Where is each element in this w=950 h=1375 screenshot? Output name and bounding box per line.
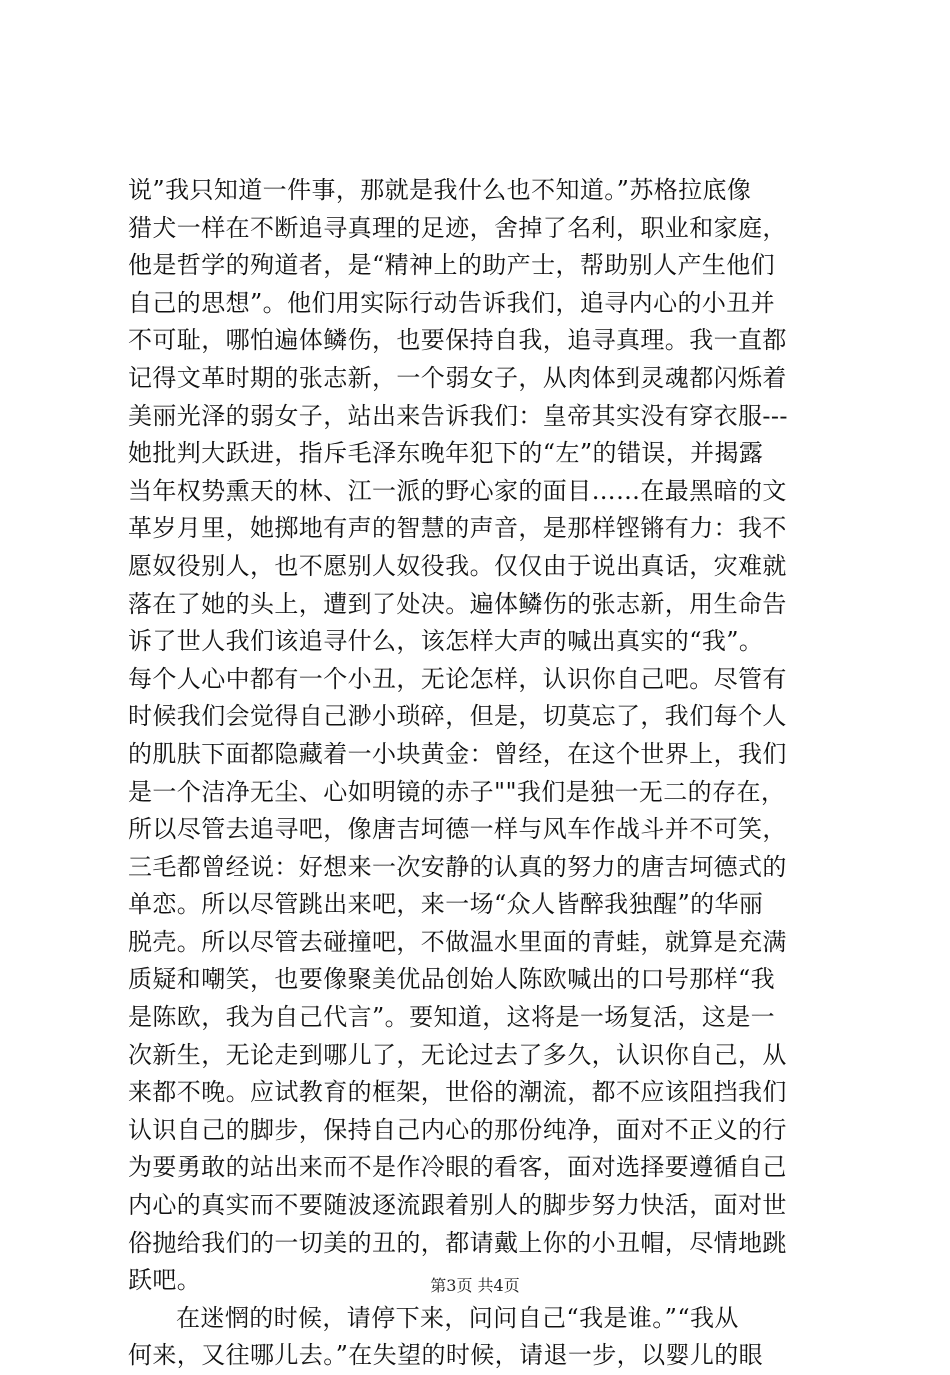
text-line: 三毛都曾经说：好想来一次安静的认真的努力的唐吉坷德式的: [128, 852, 787, 881]
text-line: 自己的思想”。他们用实际行动告诉我们，追寻内心的小丑并: [128, 288, 776, 317]
text-line: 在迷惘的时候，请停下来，问问自己“我是谁。”“我从: [176, 1303, 739, 1332]
body-text: [128, 172, 828, 1375]
text-line: 他是哲学的殉道者，是“精神上的助产士，帮助别人产生他们: [128, 251, 776, 280]
text-line: 记得文革时期的张志新，一个弱女子，从肉体到灵魂都闪烁着: [128, 363, 787, 392]
text-line: 所以尽管去追寻吧，像唐吉坷德一样与风车作战斗并不可笑，: [128, 815, 787, 844]
text-line: 认识自己的脚步，保持自己内心的那份纯净，面对不正义的行: [128, 1115, 787, 1144]
text-line: 每个人心中都有一个小丑，无论怎样，认识你自己吧。尽管有: [128, 664, 787, 693]
text-line: 俗抛给我们的一切美的丑的，都请戴上你的小丑帽，尽情地跳: [128, 1228, 787, 1257]
text-line: 是一个洁净无尘、心如明镜的赤子""我们是独一无二的存在，: [128, 777, 786, 806]
text-line: 落在了她的头上，遭到了处决。遍体鳞伤的张志新，用生命告: [128, 589, 787, 618]
text-line: 的肌肤下面都隐藏着一小块黄金：曾经，在这个世界上，我们: [128, 739, 787, 768]
text-line: 革岁月里，她掷地有声的智慧的声音，是那样铿锵有力：我不: [128, 514, 787, 543]
text-line: 单恋。所以尽管跳出来吧，来一场“众人皆醉我独醒”的华丽: [128, 890, 764, 919]
text-line: 为要勇敢的站出来而不是作冷眼的看客，面对选择要遵循自己: [128, 1153, 787, 1182]
text-line: 来都不晚。应试教育的框架，世俗的潮流，都不应该阻挡我们: [128, 1078, 787, 1107]
text-line: 当年权势熏天的林、江一派的野心家的面目……在最黑暗的文: [128, 476, 787, 505]
text-line: 脱壳。所以尽管去碰撞吧，不做温水里面的青蛙，就算是充满: [128, 927, 787, 956]
text-line: 时候我们会觉得自己渺小琐碎，但是，切莫忘了，我们每个人: [128, 702, 787, 731]
text-line: 她批判大跃进，指斥毛泽东晚年犯下的“左”的错误，并揭露: [128, 439, 764, 468]
text-line: 说”我只知道一件事，那就是我什么也不知道。”苏格拉底像: [128, 176, 752, 204]
text-line: 质疑和嘲笑，也要像聚美优品创始人陈欧喊出的口号那样“我: [128, 965, 776, 994]
text-line: 跃吧。: [128, 1266, 202, 1295]
text-line: 内心的真实而不要随波逐流跟着别人的脚步努力快活，面对世: [128, 1191, 787, 1220]
text-line: 诉了世人我们该追寻什么，该怎样大声的喊出真实的“我”。: [128, 627, 764, 656]
text-line: 愿奴役别人，也不愿别人奴役我。仅仅由于说出真话，灾难就: [128, 551, 787, 580]
text-line: 美丽光泽的弱女子，站出来告诉我们：皇帝其实没有穿衣服---: [128, 401, 788, 430]
text-line: 是陈欧，我为自己代言”。要知道，这将是一场复活，这是一: [128, 1003, 776, 1032]
text-line: 何来，又往哪儿去。”在失望的时候，请退一步，以婴儿的眼: [128, 1341, 764, 1370]
text-line: 猎犬一样在不断追寻真理的足迹，舍掉了名利，职业和家庭，: [128, 213, 787, 242]
text-line: 次新生，无论走到哪儿了，无论过去了多久，认识你自己，从: [128, 1040, 787, 1069]
text-line: 不可耻，哪怕遍体鳞伤，也要保持自我，追寻真理。我一直都: [128, 326, 787, 355]
page-footer: 第3页 共4页: [430, 1276, 520, 1295]
